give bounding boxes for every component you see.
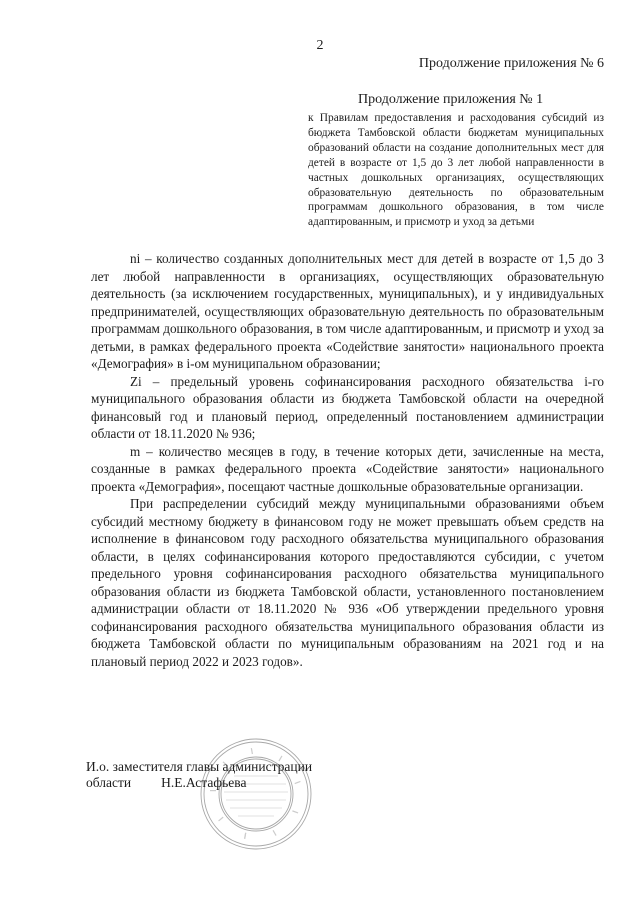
appendix-1-description: к Правилам предоставления и расходования субсидий из бюджета Тамбовской области бюджетам муниципальных образований области на создание дополнительных мест для детей в возрасте от 1,5 до 3 лет любой направленности в частных дошкольных организациях, осуществляющих образовательную деятельность по образовательным программам дошкольного образования, в том числе адаптированным, и присмотр и уход за детьми — [308, 112, 604, 229]
paragraph-distribution-rule: При распределении субсидий между муниципальными образованиями объем субсидий местному бюджету в финансовом году не может превышать объем средств на исполнение в финансовом году расходного обязательства муниципального образования области, в целях софинансирования которого предоставляются субсидии, с учетом предельного уровня софинансирования расходного обязательства муниципального образования области из бюджета Тамбовской области, установленного постановлением администрации области от 18.11.2020 № 936 «Об утверждении предельного уровня софинансирования расходного обязательства муниципального образования области из бюджета Тамбовской области по муниципальным образованиям на 2021 год и на плановый период 2022 и 2023 годов». — [91, 496, 604, 669]
signatory-position-line-1: И.о. заместителя главы администрации — [86, 759, 313, 774]
signatory-position-line-2: области — [86, 775, 132, 790]
paragraph-ni-definition: ni – количество созданных дополнительных мест для детей в возрасте от 1,5 до 3 лет любой направленности в организациях, осуществляющих образовательную деятельность (за исключением государственных, муниципальных), и у индивидуальных предпринимателей, осуществляющих образовательную деятельность по образовательным программам дошкольного образования, в том числе адаптированным, и присмотр и уход за детьми, в рамках федерального проекта «Содействие занятости» национального проекта «Демография» в i-ом муниципальном образовании; — [91, 251, 604, 371]
document-body — [91, 250, 604, 670]
page-number: 2 — [316, 38, 324, 53]
signatory-name: Н.Е.Астафьева — [161, 775, 247, 790]
appendix-6-continuation: Продолжение приложения № 6 — [418, 56, 604, 71]
paragraph-m-definition: m – количество месяцев в году, в течение которых дети, зачисленные на места, созданные в рамках федерального проекта «Содействие занятости» национального проекта «Демография», посещают частные дошкольные образовательные организации. — [91, 443, 604, 494]
official-seal-stamp — [198, 736, 314, 852]
paragraph-zi-definition: Zi – предельный уровень софинансирования расходного обязательства i-го муниципального образования области из бюджета Тамбовской области на очередной финансовый год и плановый период, определенный постановлением администрации области от 18.11.2020 № 936; — [91, 373, 604, 441]
signature-block — [86, 759, 312, 791]
appendix-1-continuation-title: Продолжение приложения № 1 — [358, 92, 544, 107]
